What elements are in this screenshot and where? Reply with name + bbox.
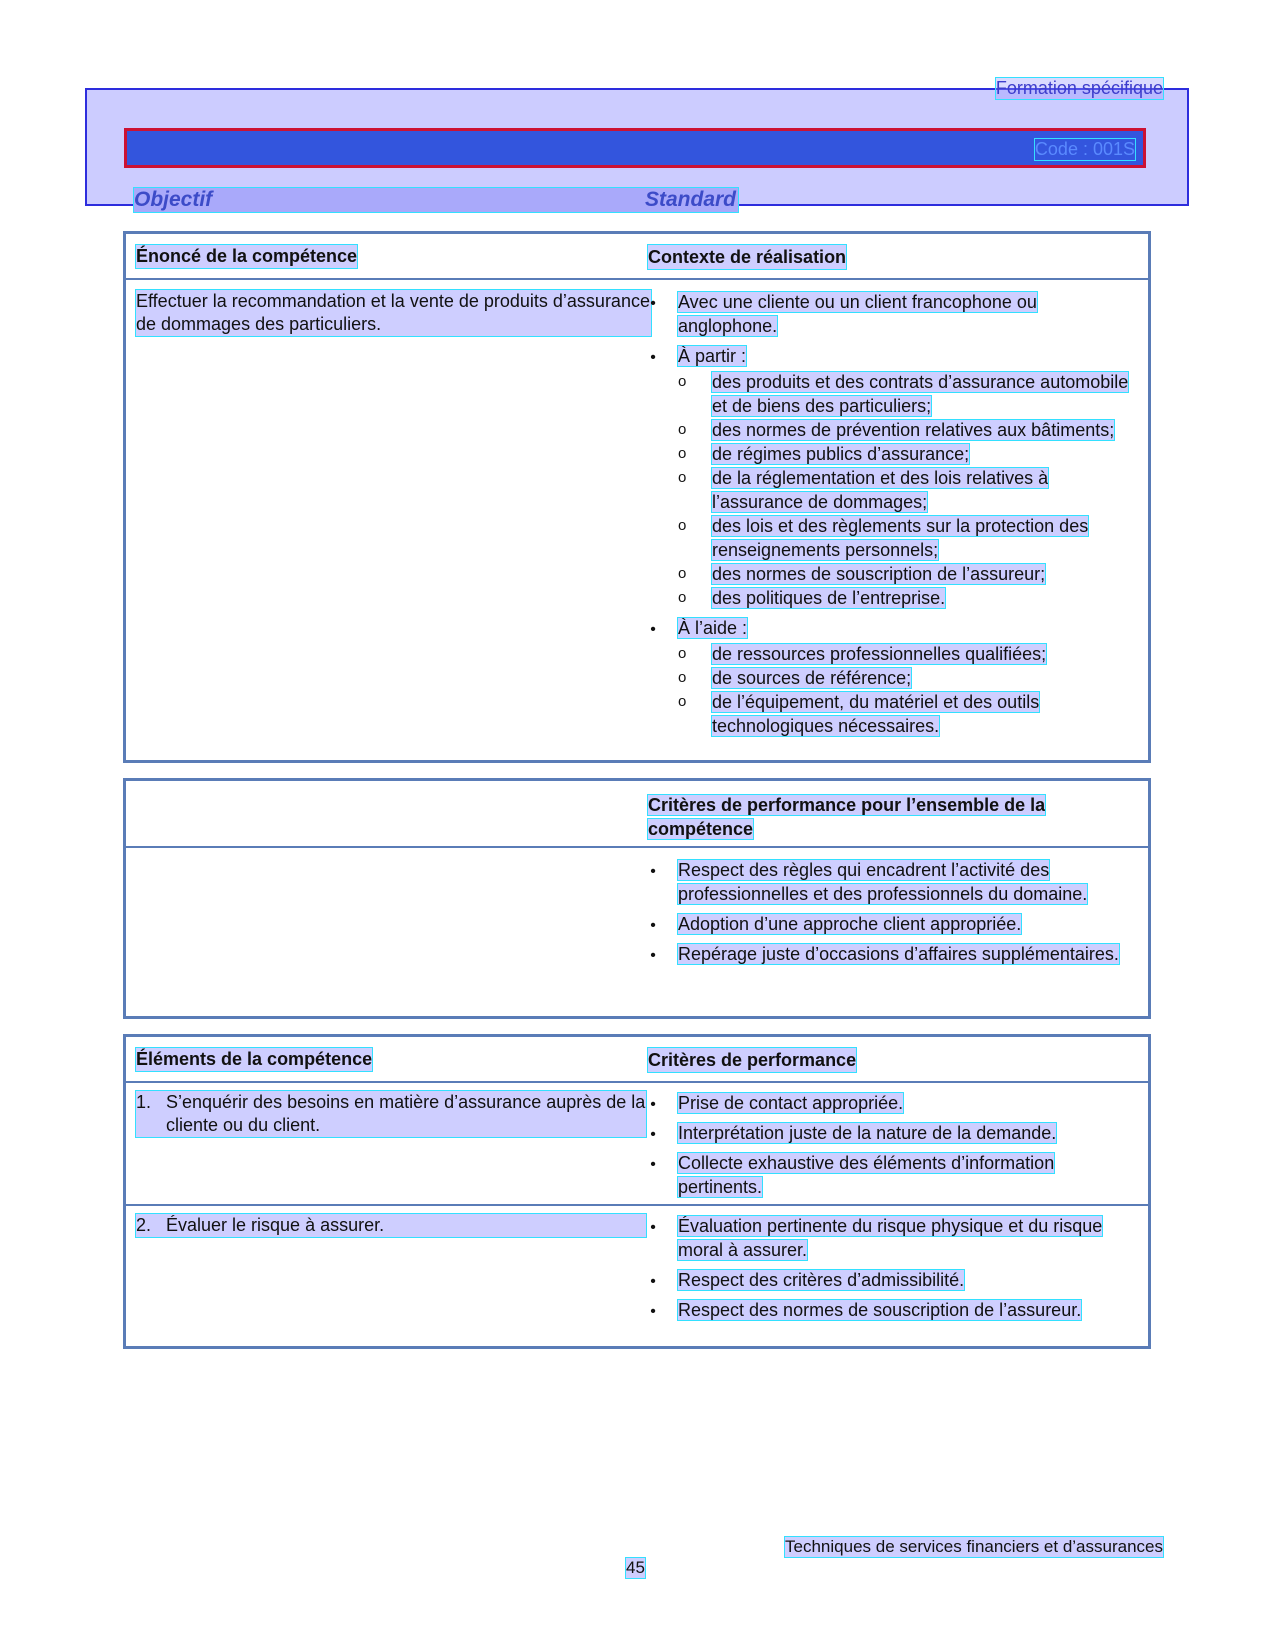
- context-subitem: [678, 666, 1138, 690]
- criteria-item: [648, 1214, 1138, 1262]
- bullet-icon: •: [650, 863, 656, 880]
- criteria-item: [648, 1151, 1138, 1199]
- elements-header: Éléments de la compétence: [136, 1049, 373, 1069]
- sub-bullet-icon: o: [678, 589, 687, 606]
- overall-criteria-header-text: Critères de performance pour l’ensemble de la compétence: [648, 795, 1046, 839]
- context-subitem-text: de l’équipement, du matériel et des outils technologiques nécessaires.: [712, 692, 1040, 736]
- code-bar: [124, 128, 1146, 168]
- sub-bullet-icon: o: [678, 645, 687, 662]
- bullet-icon: •: [650, 1219, 656, 1236]
- context-item: [648, 290, 1138, 338]
- criteria-item-text: Respect des critères d’admissibilité.: [678, 1270, 965, 1290]
- element-text: S’enquérir des besoins en matière d’assurance auprès de la cliente ou du client.: [166, 1092, 646, 1135]
- context-subitem: [678, 642, 1138, 666]
- competency-statement-section: [123, 231, 1151, 763]
- sub-bullet-icon: o: [678, 517, 687, 534]
- criteria-item-text: Interprétation juste de la nature de la demande.: [678, 1123, 1057, 1143]
- criteria-item: [648, 858, 1138, 906]
- context-subitem-text: des produits et des contrats d’assurance automobile et de biens des particuliers;: [712, 372, 1129, 416]
- overall-criteria-list: [648, 858, 1138, 972]
- context-subitem: [678, 418, 1138, 442]
- competency-elements-section: [123, 1034, 1151, 1349]
- context-subitem: [678, 586, 1138, 610]
- bullet-icon: •: [650, 349, 656, 366]
- bullet-icon: •: [650, 1273, 656, 1290]
- sub-bullet-icon: o: [678, 445, 687, 462]
- section-header-row: [126, 1037, 1148, 1083]
- criteria-item: [648, 1121, 1138, 1145]
- bullet-icon: •: [650, 947, 656, 964]
- context-subitem-text: de la réglementation et des lois relatives à l’assurance de dommages;: [712, 468, 1049, 512]
- context-subitem-text: de ressources professionnelles qualifiées;: [712, 644, 1047, 664]
- objective-heading-text: Objectif: [134, 188, 213, 211]
- context-subitem: [678, 514, 1138, 562]
- criteria-item: [648, 912, 1138, 936]
- criteria-item-text: Adoption d’une approche client appropriée.: [678, 914, 1022, 934]
- context-subitem-text: de régimes publics d’assurance;: [712, 444, 970, 464]
- standard-heading: Standard: [645, 188, 737, 211]
- element-item: [136, 1091, 646, 1137]
- competency-statement: Effectuer la recommandation et la vente de produits d’assurance de dommages des particuliers.: [136, 291, 650, 334]
- element-criteria-list: [648, 1214, 1138, 1328]
- element-number: 1.: [136, 1092, 152, 1112]
- overall-criteria-section: [123, 778, 1151, 1019]
- context-item: [648, 616, 1138, 738]
- criteria-item: [648, 1091, 1138, 1115]
- criteria-item: [648, 1298, 1138, 1322]
- context-subitem-text: des politiques de l’entreprise.: [712, 588, 946, 608]
- criteria-item-text: Respect des normes de souscription de l’assureur.: [678, 1300, 1082, 1320]
- competency-code: Code : 001S: [1034, 139, 1135, 159]
- bullet-icon: •: [650, 1126, 656, 1143]
- criteria-item-text: Collecte exhaustive des éléments d’information pertinents.: [678, 1153, 1055, 1197]
- bullet-icon: •: [650, 917, 656, 934]
- sub-bullet-icon: o: [678, 669, 687, 686]
- context-item-text: À partir :: [678, 346, 747, 366]
- overall-criteria-header: [648, 793, 1088, 841]
- context-subitem: [678, 370, 1138, 418]
- section-header-row: [126, 781, 1148, 848]
- context-subitem: [678, 466, 1138, 514]
- overall-criteria-row: [126, 848, 1148, 1018]
- context-header: Contexte de réalisation: [648, 247, 847, 267]
- bullet-icon: •: [650, 1096, 656, 1113]
- bullet-icon: •: [650, 1156, 656, 1173]
- sub-bullet-icon: o: [678, 373, 687, 390]
- context-list: [648, 290, 1138, 744]
- performance-criteria-header: Critères de performance: [648, 1050, 857, 1070]
- context-subitem: [678, 442, 1138, 466]
- context-item-text: À l’aide :: [678, 618, 748, 638]
- sub-bullet-icon: o: [678, 693, 687, 710]
- context-subitem-text: des lois et des règlements sur la protection des renseignements personnels;: [712, 516, 1089, 560]
- criteria-item: [648, 942, 1138, 966]
- sub-bullet-icon: o: [678, 469, 687, 486]
- criteria-item: [648, 1268, 1138, 1292]
- context-subitem-text: des normes de prévention relatives aux bâtiments;: [712, 420, 1115, 440]
- context-item-text: Avec une cliente ou un client francophone ou anglophone.: [678, 292, 1037, 336]
- criteria-item-text: Respect des règles qui encadrent l’activité des professionnelles et des professionnels du domaine.: [678, 860, 1088, 904]
- context-subitem-text: de sources de référence;: [712, 668, 912, 688]
- criteria-item-text: Évaluation pertinente du risque physique et du risque moral à assurer.: [678, 1216, 1103, 1260]
- bullet-icon: •: [650, 1303, 656, 1320]
- context-subitem-text: des normes de souscription de l’assureur;: [712, 564, 1046, 584]
- footer-program-name: Techniques de services financiers et d’assurances: [785, 1537, 1163, 1556]
- page-number: 45: [626, 1558, 645, 1577]
- statement-header: Énoncé de la compétence: [136, 246, 358, 266]
- sub-bullet-icon: o: [678, 421, 687, 438]
- context-subitem: [678, 562, 1138, 586]
- section-header-row: [126, 234, 1148, 280]
- sub-bullet-icon: o: [678, 565, 687, 582]
- element-row: [126, 1204, 1148, 1346]
- statement-row: [126, 280, 1148, 760]
- program-label: Formation spécifique: [995, 78, 1163, 98]
- element-number: 2.: [136, 1215, 152, 1235]
- element-item: [136, 1214, 646, 1237]
- bullet-icon: •: [650, 295, 656, 312]
- criteria-item-text: Prise de contact appropriée.: [678, 1093, 904, 1113]
- context-item: [648, 344, 1138, 610]
- element-criteria-list: [648, 1091, 1138, 1205]
- bullet-icon: •: [650, 621, 656, 638]
- context-subitem: [678, 690, 1138, 738]
- element-row: [126, 1083, 1148, 1204]
- criteria-item-text: Repérage juste d’occasions d’affaires supplémentaires.: [678, 944, 1119, 964]
- element-text: Évaluer le risque à assurer.: [166, 1215, 385, 1235]
